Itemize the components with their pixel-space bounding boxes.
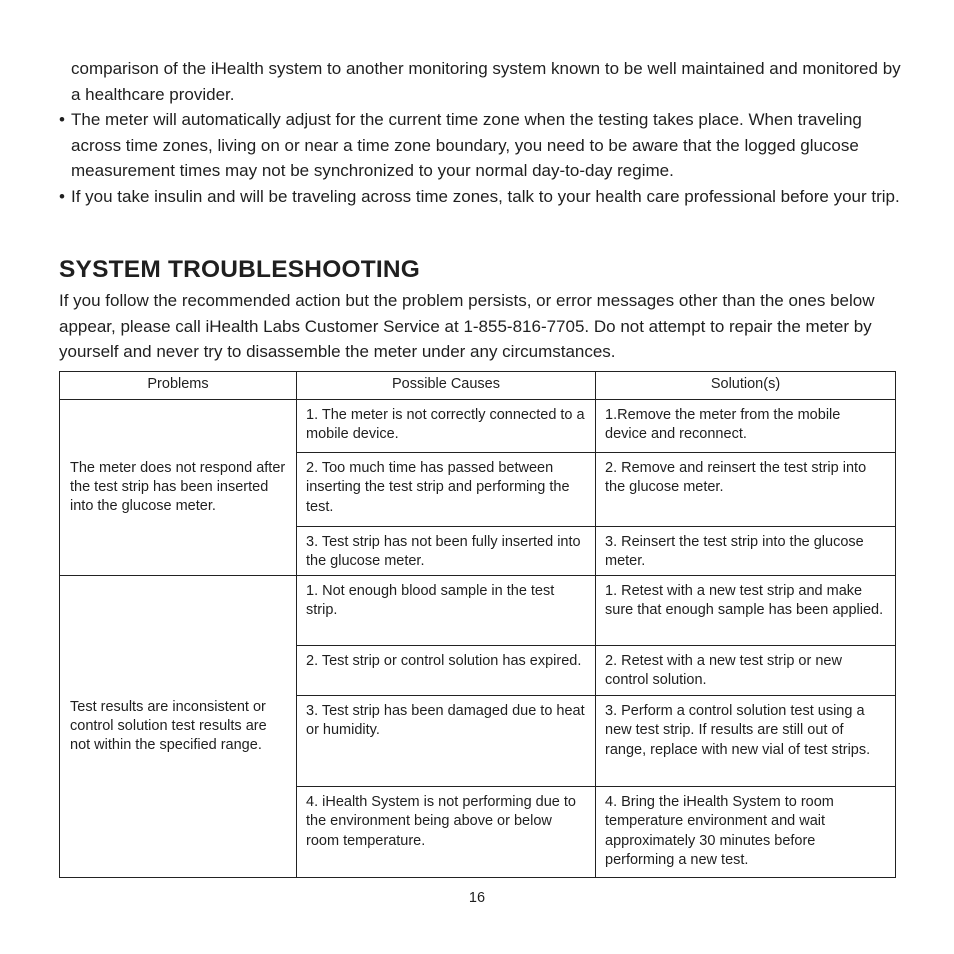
intro-bullet: [59, 107, 909, 184]
bullet-marker: •: [59, 186, 65, 206]
solution-cell: 4. Bring the iHealth System to room temperature environment and wait approximately 30 minutes before performing a new test.: [605, 794, 834, 868]
problem-group: [60, 576, 895, 877]
cause-solution-list: [297, 576, 895, 877]
table-header-row: [60, 372, 895, 400]
solution-cell: 1.Remove the meter from the mobile device and reconnect.: [605, 407, 841, 443]
table-row: [297, 527, 895, 575]
page-number: 16: [468, 890, 486, 906]
section-title: SYSTEM TROUBLESHOOTING: [59, 256, 421, 283]
column-header-problems: Problems: [60, 372, 297, 399]
intro-bullet-text: The meter will automatically adjust for the current time zone when the testing takes place. When traveling across time zones, living on or near a time zone boundary, you need to be aware that the logged glucose measurement times may not be synchronized to your normal day-to-day regime.: [71, 110, 862, 180]
table-row: [297, 696, 895, 787]
table-row: [297, 787, 895, 877]
solution-cell: 1. Retest with a new test strip and make sure that enough sample has been applied.: [605, 583, 884, 619]
table-row: [297, 646, 895, 696]
cause-solution-list: [297, 400, 895, 575]
section-lead: If you follow the recommended action but the problem persists, or error messages other than the ones below appear, please call iHealth Labs Customer Service at 1-855-816-7705. Do not attempt to repair the meter by yourself and never try to disassemble the meter under any circumstances.: [59, 291, 875, 361]
troubleshooting-table: [59, 371, 896, 878]
cause-cell: 2. Too much time has passed between inserting the test strip and performing the test.: [297, 453, 596, 526]
table-row: [297, 453, 895, 527]
solution-cell: 3. Reinsert the test strip into the glucose meter.: [605, 534, 864, 570]
intro-bullet-text: If you take insulin and will be traveling across time zones, talk to your health care professional before your trip.: [71, 186, 900, 206]
intro-continuation: comparison of the iHealth system to another monitoring system known to be well maintained and monitored by a healthcare provider.: [71, 59, 901, 104]
solution-cell: 2. Remove and reinsert the test strip into the glucose meter.: [605, 460, 867, 496]
problem-text: Test results are inconsistent or control solution test results are not within the specified range.: [70, 698, 267, 754]
solution-cell: 3. Perform a control solution test using a new test strip. If results are still out of range, replace with new vial of test strips.: [605, 703, 871, 758]
problem-cell: [60, 576, 297, 877]
intro-text: [59, 56, 909, 209]
cause-cell: 1. The meter is not correctly connected to a mobile device.: [297, 400, 596, 452]
cause-cell: 4. iHealth System is not performing due to the environment being above or below room temperature.: [297, 787, 596, 877]
intro-bullet: [59, 184, 909, 210]
cause-cell: 1. Not enough blood sample in the test strip.: [297, 576, 596, 645]
column-header-causes: Possible Causes: [297, 372, 596, 399]
table-row: [297, 576, 895, 646]
solution-cell: 2. Retest with a new test strip or new control solution.: [605, 653, 842, 689]
cause-cell: 3. Test strip has been damaged due to heat or humidity.: [297, 696, 596, 786]
cause-cell: 2. Test strip or control solution has expired.: [297, 646, 596, 695]
problem-text: The meter does not respond after the test strip has been inserted into the glucose meter.: [70, 459, 286, 515]
problem-cell: [60, 400, 297, 575]
cause-cell: 3. Test strip has not been fully inserted into the glucose meter.: [297, 527, 596, 575]
column-header-solutions: Solution(s): [710, 376, 781, 392]
table-row: [297, 400, 895, 453]
problem-group: [60, 400, 895, 576]
bullet-marker: •: [59, 110, 65, 129]
